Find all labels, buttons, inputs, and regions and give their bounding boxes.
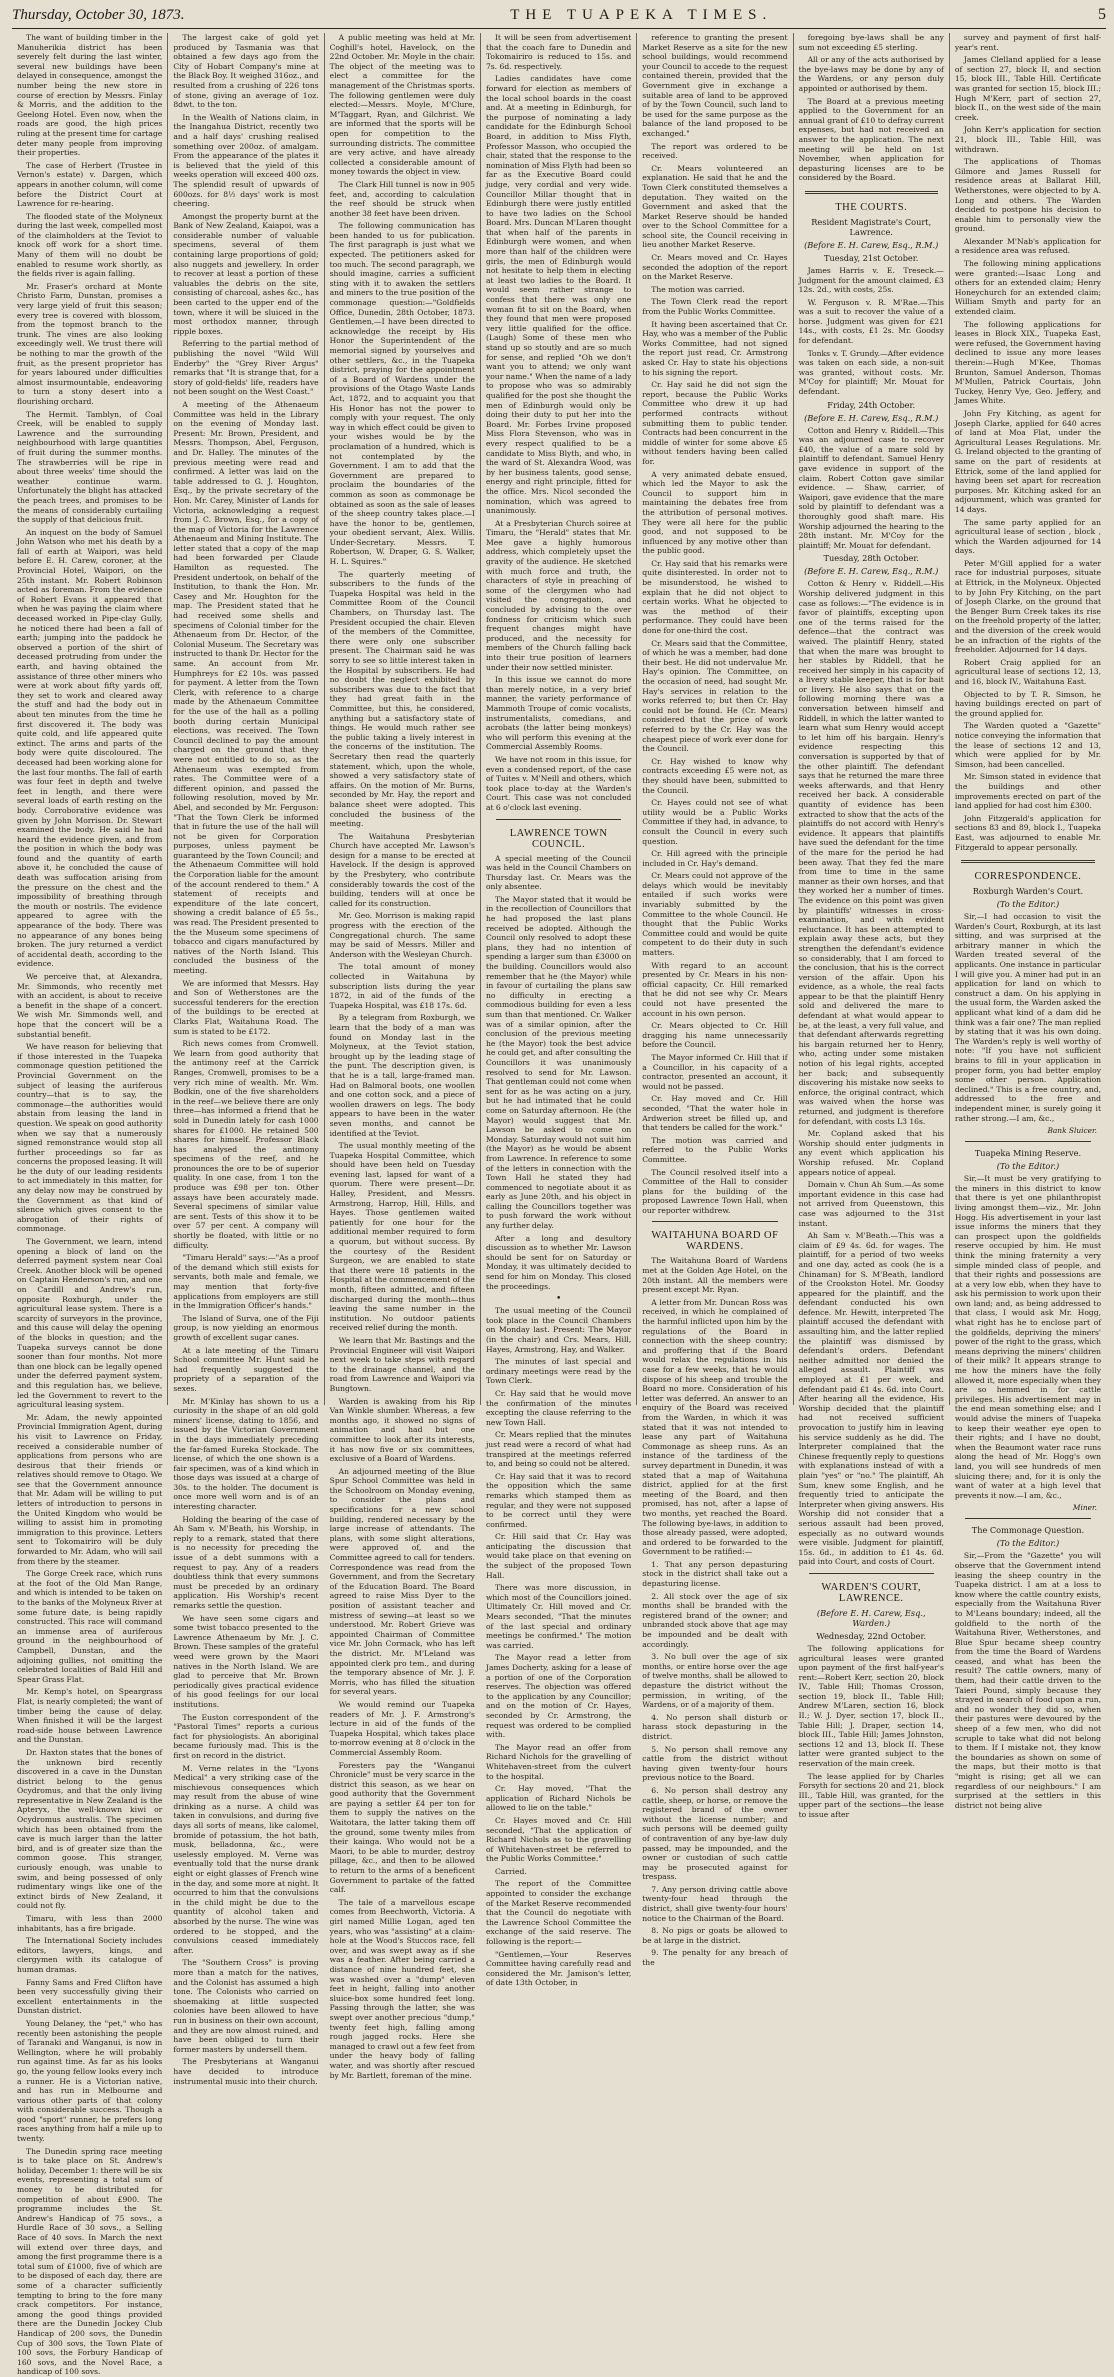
article-paragraph: The Gorge Creek race, which runs at the foot of the Old Man Range, and which is intended to be taken on to the banks of the Molyneux River at some future date, is being rapidly constructed. This race will command an immense area of auriferous ground in the neighbourhood of Campbell, Dunstan, and the adjoining gullies, not omitting the celebrated localities of Bald Hill and Spear Grass Flat. <box>17 1569 163 1684</box>
article-paragraph: Cr. Mears replied that the minutes just read were a record of what had transpired at the meetings referred to, and being so could not be altered. <box>485 1430 632 1469</box>
article-paragraph: Cr. Hay said that he would move the confirmation of the minutes excepting the clause referring to the new Town Hall. <box>485 1388 632 1427</box>
article-paragraph: The Town Clerk read the report from the Public Works Committee. <box>642 297 788 317</box>
section-heading: LAWRENCE TOWN COUNCIL. <box>509 827 608 850</box>
letter-title: The Commonage Question. <box>971 1525 1085 1536</box>
article-paragraph: The Mayor stated that it would be in the recollection of Councillors that he had proposed the last plans received be adopted. Although the Council only resolved to adopt these plans, they had no intention of spending a larger sum than £3000 on the building. Councillors would also remember that he (the Mayor) while in favour of curtailing the plans saw no difficulty in erecting a commodious building for even a less sum than that mentioned. Cr. Walker was of a similar opinion, after the conclusion of the previous meeting he (the Mayor) took the best advice he could get, and after consulting the Councillors it was unanimously resolved to send for Mr. Lawson. That gentleman could not come when sent for as he was acting on a jury, but he had intimated that he could come on Saturday afternoon. He (the Mayor) would suggest that Mr. Lawson be asked to come on Monday. Saturday would not suit him (the Mayor) as he would be absent from Lawrence. In reference to some of the letters in connection with the Town Hall he stated they had commenced to negotiate about it as early as June 20th, and his object in calling the Councillors together was to push forward the work without any further delay. <box>485 894 632 1231</box>
column-3 <box>325 33 481 2080</box>
article-paragraph: The largest cake of gold yet produced by Tasmania was that obtained a few days ago from the City of Hobart Company's mine at the Black Boy. It weighed 316oz., and resulted from a crushing of 226 tons of stone, giving an average of 1oz. 8dwt. to the ton. <box>173 33 319 110</box>
article-paragraph: We have not room in this issue, for even a condensed report, of the case of Tuites v. M'Neill and others, which took place to-day at the Warden's Court. This case was not concluded at 6 o'clock last evening. <box>485 754 632 812</box>
columns <box>12 33 1106 2377</box>
article-paragraph: Sir,—From the "Gazette" you will observe that the Government intend leasing the sheep country in the Tuapeka district. I am at a loss to know where the cattle country exists, especially from the Waitahuna River to M'Leans boundary; indeed, all the goldfield to the north of the Waitahuna River, Wetherstones, and Blue Spur became sheep country from the time the Board of Wardens ceased, and what has been the result? The cattle owners, many of them, had their cattle driven to the Taieri Pound, simply because they strayed in search of food upon a run, and no wonder they did so, when their pastures were devoured by the sheep of a few men, who did not scruple to take what did not belong to them. If I mistake not, they know the boundaries as shown on some of the maps, but their motto is that "might is rising; get all we can regardless of our neighbours." I am surprised at the settlers in this district not being alive <box>954 1551 1102 1810</box>
column-4 <box>481 33 637 1988</box>
article-paragraph: Mr. Kemp's hotel, on Speargrass Flat, is nearly completed; the want of timber being the cause of delay. When finished it will be the largest road-side house between Lawrence and the Dunstan. <box>17 1687 163 1745</box>
article-paragraph: survey and payment of first half-year's rent. <box>954 33 1102 52</box>
article-paragraph: Fanny Sams and Fred Clifton have been very successfully giving their excellent entertainments in the Dunstan district. <box>17 1977 163 2016</box>
article-paragraph: The Waitahuna Board of Wardens met at the Golden Age Hotel, on the 20th instant. All the members were present except Mr. Ryan. <box>642 1256 788 1295</box>
article-paragraph: Objected to by T. R. Simson, he having buildings erected on part of the ground applied for. <box>954 689 1102 718</box>
letter-addressee: (To the Editor.) <box>996 1161 1060 1172</box>
article-paragraph: The Dunedin spring race meeting is to take place on St. Andrew's holiday, December 1: there will be six events, representing a total sum of money to be distributed for competition of about £900. The programme includes the St. Andrew's Handicap of 75 sovs., a Hurdle Race of 30 sovs., a Selling Race of 40 sovs. In March the next will extend over three days, and among the first programme there is a total sum of £1000, five of which are to be disposed of each day, there are some of a character sufficiently tempting to bring to the fore many crack competitors. For instance, among the good things provided there are the Dunedin Jockey Club Handicap of 200 sovs, the Dunedin Cup of 300 sovs, the Town Plate of 100 sovs, the Forbury Handicap of 160 sovs, and the Novel Race, a handicap of 100 sovs. <box>17 2146 163 2377</box>
article-paragraph: The flooded state of the Molyneux during the last week, compelled most of the claimholders at the Teviot to knock off work for a short time. Many of them will no doubt be enabled to resume work shortly, as the fields river is again falling. <box>17 211 163 279</box>
letter-title: Tuapeka Mining Reserve. <box>974 1148 1082 1159</box>
article-paragraph: A letter from Mr. Duncan Ross was received, in which he complained of the harmful inflicted upon him by the regulations of the Board in connection with the sheep country; and proffering that if the Board would relax the regulations in his case for a few weeks, that he would dispose of his sheep and trouble the Board no more. Consideration of his letter was deferred. An answer to an enquiry of the Board was received from the Warden, in which it was stated that it was not intended to lease any part of Waitahuna Commonage as sheep runs. As an instance of the tardiness of the survey department in Dunedin, it was stated that a map of Waitahuna district, applied for at the first meeting of the Board, and then promised, has not, after a lapse of two months, yet reached the Board. The following bye-laws, in addition to those already passed, were adopted, and ordered to be forwarded to the Government to be ratified:— <box>642 1297 788 1557</box>
correspondence-heading: CORRESPONDENCE. <box>974 871 1082 883</box>
article-paragraph: 4. No person shall disturb or harass stock depasturing in the district. <box>642 1712 788 1741</box>
article-paragraph: All or any of the acts authorised by the bye-laws may be done by any of the Wardens, or any person duly appointed or authorised by them. <box>798 55 944 93</box>
article-paragraph: The Government, we learn, intend opening a block of land on the deferred payment system near Coal Creek. Another block will be opened on Captain Henderson's run, and one on Cardill and Andrew's run, opposite Roxburgh, under the agricultural lease system. There is a scarcity of surveyors in the province, and this cause will delay the opening of the blocks in question; and the Tuapeka surveys cannot be done sooner than four months. Not more than one block can be legally opened under the deferred payment system, and this regulation has, we believe, led the Government to revert to the agricultural leasing system. <box>17 1237 163 1410</box>
article-paragraph: Cr. Hay moved, "That the application of Richard Nichols be allowed to lie on the table." <box>485 1784 632 1813</box>
article-paragraph: Mr. M'Kinlay has shown to us a curiosity in the shape of an old gold miners' license, dating to 1856, and issued by the Victorian Government in the days immediately preceding the far-famed Eureka Stockade. The license, of which the one shown is a fair specimen, was of a kind which in those days was issued at a charge of 30s. to the holder. The document is once more well worn and is of an interesting character. <box>173 1396 319 1512</box>
article-paragraph: Rich news comes from Cromwell. We learn from good authority that the antimony reef at the Carrick Ranges, Cromwell, promises to be a very rich mine of wealth. Mr. Wm. Bodkin, one of the five shareholders in the reef—we believe there are only three—has informed a friend that he sold in Dunedin lately for cash 1000 shares for £1000. He retained 500 shares for himself. Professor Black has analysed the antimony specimens of the reef, and he pronounces the ore to be of superior quality. In one case, from 1 ton the produce was £98 per ton. Other assays have been accurately made. Several specimens of similar value are sent. Tests of this show it to be over 57 per cent. A company will shortly be floated, with little or no difficulty. <box>173 1039 319 1250</box>
article-paragraph: W. Ferguson v. R. M'Rae.—This was a suit to recover the value of a horse. Judgment was given for £21 14s., with costs, £1 2s. Mr. Goodsy for defendant. <box>798 297 944 346</box>
article-paragraph: The tale of a marvellous escape comes from Beechworth, Victoria. A girl named Millie Logan, aged ten years, who was "assisting" at a claim-hole at the Wood's Stuccos race, fell over, and was swept away as if she was a feather. After being carried a distance of nine hundred feet, she was washed over a "dump" eleven feet in height, falling into another sluice-box some hundred feet long. Passing through the latter, she was swept over another precious "dump," twenty feet high, falling among rough jagged rocks. Here she managed to crawl out a few feet from under the heavy body of falling water, and was shortly after rescued by Mr. Bartlett, foreman of the mine. <box>329 1897 475 2080</box>
article-paragraph: Cr. Hayes moved and Cr. Hill seconded, "That the application of Richard Nichols as to the gravelling of Whitehaven-street be referred to the Public Works Committee." <box>485 1815 632 1864</box>
article-paragraph: foregoing bye-laws shall be any sum not exceeding £5 sterling. <box>798 33 944 52</box>
article-paragraph: Cr. Hill said that Cr. Hay was anticipating the discussion that would take place on that evening on the subject of the proposed Town Hall. <box>485 1532 632 1580</box>
article-paragraph: A public meeting was held at Mr. Coghill's hotel, Havelock, on the 22nd October. Mr. Moyle in the chair. The object of the meeting was to elect a committee for the management of the Christmas sports. The following gentlemen were duly elected:—Messrs. Moyle, M'Clure, M'Taggart, Ryan, and Gilchrist. We are informed that the sports will be open for competition to the surrounding districts. The committee are very active, and have already collected a considerable amount of money towards the object in view. <box>329 33 475 177</box>
article-paragraph: Sir,—I had occasion to visit the Warden's Court, Roxburgh, at its last sitting, and was surprised at the arbitrary manner in which the Warden treated several of the applicants. One instance in particular I will give you. A miner had put in an application for land on which to construct a dam. On his applying in the usual form, the Warden asked the applicant what kind of a dam did he think was a fair one? The man replied by stating that it was his own doing. The Warden's reply is well worthy of note: "If you have not sufficient brains to fill in your application in proper form, you had better employ some other person. Application declined." This is a free country, and, addressed to the free and independent miner, is surely going it rather strong.—I am, &c., <box>954 912 1102 1123</box>
article-paragraph: A special meeting of the Council was held in the Council Chambers on Thursday last. Cr. Mears was the only absentee. <box>485 853 632 892</box>
article-paragraph: The motion was carried and referred to the Public Works Committee. <box>642 1135 788 1164</box>
article-paragraph: 5. No person shall remove any cattle from the district without having given twenty-four hours previous notice to the Board. <box>642 1744 788 1783</box>
article-paragraph: The motion was carried. <box>651 284 745 294</box>
article-paragraph: Peter M'Gill applied for a water race for industrial purposes, situate at Ettrick, in the Molyneux. Objected to by John Fry Kitching, on the part of Joseph Clarke, on the ground that the Benger Burn Creek takes its rise on the freehold property of the latter, and the diversion of the creek would be an infraction of the rights of the freeholder. Adjourned for 14 days. <box>954 558 1102 655</box>
article-paragraph: Young Delaney, the "pet," who has recently been astonishing the people of Taranaki and Wanganui, is now in Wellington, where he will probably run against time. As far as his looks go, the young fellow looks every inch a runner. He is a Victorian native, and has run in Melbourne and various other parts of that colony with considerable success. Though a good "sport" runner, he prefers long races anything from half a mile up to twenty. <box>17 2018 163 2144</box>
article-paragraph: Cr. Hay wished to know why contracts exceeding £5 were not, as they should have been, submitted to the Council. <box>642 756 788 795</box>
article-paragraph: In this issue we cannot do more than merely notice, in a very brief manner, the variety performance of Mammoth Troupe of comic vocalists, instrumentalists, comedians, and acrobats (the latter being monkeys) who will perform this evening at the Commercial Assembly Rooms. <box>485 675 632 752</box>
article-paragraph: 1. That any person depasturing stock in the district shall take out a depasturing license. <box>642 1559 788 1589</box>
article-paragraph: Cr. Mears could not approve of the delays which would be inevitably entailed if such works were invariably submitted by the Committee to the whole Council. He thought that the Public Works Committee could and would be quite competent to do their duty in such matters. <box>642 871 788 958</box>
article-paragraph: We have reason for believing that if those interested in the Tuapeka commonage question petitioned the Provincial Government on the subject of leasing the auriferous country—that is to say, the commonage—the authorities would abstain from leasing the land in question. We speak on good authority when we say that a numerously signed remonstrance would stop all further proceedings so far as concerns the proposed leasing. It will be the duty of our leading residents to act immediately in this matter, for any delay now may be construed by the Government as that kind of silence which gives consent to the abrogation of their rights of commonage. <box>17 1042 163 1234</box>
column-2 <box>168 33 324 2086</box>
court-judge: (Before E. H. Carew, Esq., R.M.) <box>804 239 939 250</box>
article-paragraph: The usual meeting of the Council took place in the Council Chambers on Monday last. Present: The Mayor (in the chair) and Crs. Mears, Hill, Hayes, Armstrong, Hay, and Walker. <box>485 1306 632 1354</box>
article-paragraph: With regard to an account presented by Cr. Mears in his non-official capacity, Cr. Hill remarked that he did not see why Cr. Mears could not have presented the account in his own person. <box>642 960 788 1018</box>
article-paragraph: Cr. Mears moved and Cr. Hayes seconded the adoption of the report on the Market Reserve. <box>642 253 788 282</box>
newspaper-title: THE TUAPEKA TIMES. <box>510 7 773 23</box>
article-paragraph: The Mayor informed Cr. Hill that if a Councillor, in his capacity of a contractor, presented an account, it would not be passed. <box>642 1052 788 1091</box>
article-paragraph: The Warden quoted a "Gazette" notice conveying the information that the lease of sections 12 and 13, which were applied for by Mr. Simson, had been cancelled. <box>954 721 1102 769</box>
section-rule <box>965 1518 1091 1519</box>
article-paragraph: Mr. Simson stated in evidence that the buildings and other improvements erected on part of the land applied for had cost him £300. <box>954 772 1102 811</box>
letter-addressee: (To the Editor.) <box>996 899 1060 910</box>
article-paragraph: Cr. Hayes could not see of what utility would be a Public Works Committee if they had, in advance, to consult the Council in every such question. <box>642 798 788 846</box>
court-date: Wednesday, 22nd October. <box>816 1630 927 1641</box>
column-6 <box>794 33 950 1819</box>
letter-signature: Bank Sluicer. <box>1047 1126 1098 1136</box>
article-paragraph: Warden is awaking from his Rip Van Winkle slumber. Whereas, a few months ago, it showed no signs of animation and had but one committee to look after its interests, it has now five or six committees, exclusive of a Board of Wardens. <box>329 1396 475 1464</box>
article-paragraph: At a late meeting of the Timaru School committee Mr. Hunt said he had frequently suggested the propriety of a separation of the sexes. <box>173 1345 319 1393</box>
court-title: WARDEN'S COURT, LAWRENCE. <box>821 1581 921 1604</box>
article-paragraph: Mr. Fraser's orchard at Monte Christo Farm, Dunstan, promises a very large yield of fruit this season; every tree is covered with blossom, from the topmost branch to the trunk. The vines are also looking exceedingly well. We trust there will be nothing to mar the growth of the fruit, as the present proprietor has for years laboured under difficulties almost insurmountable, endeavoring to turn a stony desert into a flourishing orchard. <box>17 281 163 406</box>
article-paragraph: An inquest on the body of Samuel John Watson who met his death by a fall of earth at Waipori, was held before E. H. Carew, coroner, at the Provincial Hotel, Waipori, on the 25th instant. Mr. Robert Robinson acted as foreman. From the evidence of Robert Evans it appeared that when he was paying the claim where deceased worked in Pipe-clay Gully, he noticed there had been a fall of earth; jumping into the paddock he observed a portion of the shirt of deceased protruding from under the earth, and having obtained the assistance of three other miners who were at work about fifty yards off, they set to work and cleared away the stuff and had the body out in about ten minutes from the time he first discovered it. The body was quite cold, and life appeared quite extinct. The arms and parts of the body were quite discoloured. The deceased had been working alone for the last four months. The fall of earth was four feet in depth and twelve feet in length, and there were several loads of earth resting on the body. Corroborative evidence was given by John Morrison. Dr. Stewart examined the body. He said he had heard the evidence given, and from the position in which the body was found and the quantity of earth above it, he concluded the cause of death was suffocation arising from the pressure on the chest and the impossibility of breathing through the mouth or nostrils. The evidence appeared to agree with the appearance of the body. There was no appearance of any bones being broken. The jury returned a verdict of accidental death, according to the evidence. <box>17 527 163 969</box>
article-paragraph: It will be seen from advertisement that the coach fare to Dunedin and Tokomairiro is reduced to 15s. and 7s. 6d. respectively. <box>485 33 632 71</box>
article-paragraph: Cr. Hay said that his remarks were quite disinterested. In order not to be misunderstood, he wished to explain that he did not object to certain works. What he objected to was the method of their performance. They could have been done for one-third the cost. <box>642 558 788 636</box>
article-paragraph: Cr. Hill agreed with the principle included in Cr. Hay's demand. <box>642 849 788 868</box>
article-paragraph: The minutes of last special and ordinary meetings were read by the Town Clerk. <box>485 1357 632 1386</box>
column-5 <box>637 33 793 1968</box>
article-paragraph: The quarterly meeting of subscribers to the funds of the Tuapeka Hospital was held in the Committee Room of the Council Chambers, on Thursday last. The President occupied the chair. Eleven of the members of the Committee, there were only one subscriber present. The Chairman said he was sorry to see so little interest taken in the Hospital by subscribers. He had no doubt the neglect exhibited by subscribers was due to the fact that they had great faith in the Committee, but this, he considered, anything but a satisfactory state of things. He would much rather see the public taking a lively interest in the concerns of the institution. The Secretary then read the quarterly statement, which, upon the whole, showed a very satisfactory state of affairs. On the motion of Mr. Burns, seconded by Mr. Hay, the report and balance sheet were adopted. This concluded the business of the meeting. <box>329 569 475 829</box>
court-judge: (Before E. H. Carew, Esq., R.M.) <box>804 412 939 423</box>
article-paragraph: M. Verne relates in the "Lyons Medical" a very striking case of the mischievous consequences which may result from the abuse of wine drinking as a nurse. A child was taken in convulsions, and during five days all sorts of means, like calomel, bromide of potassium, the hot bath, musk, belladonna, &c., were uselessly employed. M. Verne was eventually told that the nurse drank eight or eight glasses of French wine in the day, and some more at night. It occurred to him that the convulsions in the child might be due to the quantity of alcohol taken and absorbed by the nurse. The wine was ordered to be stopped, and the convulsions ceased immediately after. <box>173 1763 319 1955</box>
article-paragraph: The usual monthly meeting of the Tuapeka Hospital Committee, which should have been held on Tuesday evening last, lapsed for want of a quorum. There were present—Dr. Halley, President, and Messrs. Armstrong, Harrop, Hill, Hills, and Hayes. Those gentlemen waited patiently for one hour for the additional member required to form a quorum, but without success. By the courtesy of the Resident Surgeon, we are enabled to state that there were 18 patients in the Hospital at the commencement of the month, fifteen admitted, and fifteen discharged during the month—thus leaving the same number in the institution. No outdoor patients received relief during the month. <box>329 1141 475 1333</box>
letter-signature: Miner. <box>1072 1503 1098 1513</box>
article-paragraph: Domain v. Chun Ah Sum.—As some important evidence in this case had not arrived from Queenstown, this case was adjourned to the 31st instant. <box>798 1180 944 1228</box>
article-paragraph: Ladies candidates have come forward for election as members of the local school boards in the coast and. At a meeting in Edinburgh, for the purpose of nominating a lady candidate for the Edinburgh School Board, in addition to Miss Flyth, Professor Masson, who occupied the chair, stated that the response to the nomination of Miss Flyth had been so far as the Executive Board could judge, very cordial and very wide. Councillor Millar thought that in Edinburgh there were justly entitled to have two ladies on the School Board. Mrs. Duncan M'Laren thought that when half of the parents in Edinburgh were women, and when more than half of the children were girls, the men of Edinburgh would not hesitate to help them in electing at least two ladies to the Board. It would seem rather strange to confess that there was only one woman fit to sit on the Board, when they found that men were proposed very little qualified for the office. (Laugh) Some of these men who stand up so stoutly and are so much for sense, and replied "Oh we don't want you to attend; we only want your name." When the name of a lady to propose who was so admirably qualified for the post she thought the men of Edinburgh would only be doing their duty to put her into the Board. Mr. Forbes Irvine proposed Miss Flora Stevenson, who was in every respect qualified to be a candidate to Miss Blyth, and who, in the ward of St. Alexandra Wood, was by her business talents, good sense, energy and right principle, fitted for the office. Mrs. Nicol seconded the nomination, which was agreed to unanimously. <box>485 74 632 516</box>
court-title: Resident Magistrate's Court, Lawrence. <box>811 216 932 237</box>
article-paragraph: The report was ordered to be received. <box>642 141 788 161</box>
article-paragraph: We are informed that Messrs. Hay and Son of Wetherstones are the successful tenderers for the erection of the buildings to be erected at Clarks Flat, Waitahuna Road. The sum is stated to be £172. <box>173 978 319 1036</box>
article-paragraph: Dr. Haxton states that the bones of the unknown bird recently discovered in a cave in the Dunstan district belong to the genus Ocydromus, and that the only living representative in New Zealand is the Apteryx, the well-known kiwi or Ocydromus australis. The specimen which has been obtained from the cave is much larger than the latter bird, and is of greater size than the common goose. This stranger, curiously enough, was unable to swim, and being possessed of only rudimentary wings like one of the extinct birds of New Zealand, it could not fly. <box>17 1747 163 1911</box>
article-paragraph: The Mayor read an offer from Richard Nichols for the gravelling of Whitehaven-street from the culvert to the hospital. <box>485 1742 632 1781</box>
courts-heading: THE COURTS. <box>835 201 908 213</box>
article-paragraph: The Council resolved itself into a Committee of the Hall to consider plans for the building of the proposed Lawrence Town Hall, when our reporter withdrew. <box>642 1167 788 1215</box>
article-paragraph: 7. Any person driving cattle above twenty-four head through the district, shall give twenty-four hours' notice to the Chairman of the Board. <box>642 1884 788 1923</box>
article-paragraph: The Board at a previous meeting applied to the Government for an annual grant of £10 to defray current expenses, but had not received an answer to the application. The next meeting will be held on 1st November, when application for depasturing licenses are to be considered by the Board. <box>798 96 944 183</box>
section-heading: WAITAHUNA BOARD OF WARDENS. <box>651 1230 779 1253</box>
court-date: Friday, 24th October. <box>827 399 916 410</box>
letter-title: Roxburgh Warden's Court. <box>972 886 1084 897</box>
article-paragraph: 2. All stock over the age of six months shall be branded with the registered brand of the owner; and unbranded stock above that age may be impounded and be dealt with accordingly. <box>642 1591 788 1649</box>
article-paragraph: We would remind our Tuapeka readers of Mr. J. F. Armstrong's lecture in aid of the funds of the Tuapeka Hospital, which takes place to-morrow evening at 8 o'clock in the Commercial Assembly Room. <box>329 1699 475 1757</box>
court-judge: (Before E. H. Carew, Esq., R.M.) <box>804 566 939 577</box>
article-paragraph: Timaru, with less than 2000 inhabitants, has a fire brigade. <box>17 1914 163 1933</box>
article-paragraph: Referring to the partial method of publishing the novel "Wild Will Enderby" the "Grey River Argus" remarks that "It is strange that, for a story of gold-fields' life, readers have not been sought on the West Coast." <box>173 339 319 397</box>
section-rule <box>496 819 621 820</box>
section-rule <box>652 1221 777 1222</box>
article-paragraph: The International Society includes editors, lawyers, kings, and clergymen with its catalogue of human dramas. <box>17 1936 163 1974</box>
article-paragraph: "Timaru Herald" says:—"As a proof of the demand which still exists for servants, both male and female, we may mention that forty-five applications from employers are still in the Immigration Officer's hands." <box>173 1253 319 1311</box>
article-paragraph: John Kerr's application for section 21, block III., Table Hill, was withdrawn. <box>954 125 1102 154</box>
masthead <box>12 6 1106 29</box>
court-judge: (Before E. H. Carew, Esq., Warden.) <box>816 1607 926 1628</box>
article-paragraph: A very animated debate ensued, which led the Mayor to ask the Council to support him in maintaining the debates free from the attribution of personal motives. They were all here for the public good, and not supposed to be influenced by any motive other than the public good. <box>642 469 788 556</box>
article-paragraph: The case of Herbert (Trustee in Vernon's estate) v. Dargen, which appears in another column, will come before the District Court at Lawrence for re-hearing. <box>17 160 163 209</box>
article-paragraph: By a telegram from Roxburgh, we learn that the body of a man was found on Monday last in the Molyneux, at the Teviot station, brought up by the leading stage of the punt. The description given, is that he is a tall, large-framed man. Had on Balmoral boots, one woollen and one cotton sock, and a piece of woollen drawers on legs. The body appears to have been in the water seven months, and cannot be identified at the Teviot. <box>329 1013 475 1138</box>
article-paragraph: The following communication has been handed to us for publication. The first paragraph is just what we expected. The petitioners asked for too much. The second paragraph, we should imagine, carries a sufficient sting with it to awaken the settlers and miners to the true position of the commonage question:—"Goldfields Office, Dunedin, 28th October, 1873. Gentlemen,—I have been directed to acknowledge the receipt by His Honor the Superintendent of the memorial signed by yourselves and other settlers, &c., in the Tuapeka district, praying for the appointment of a Board of Wardens under the provisions of the Otago Waste Lands Act, 1872, and to acquaint you that His Honor has not the power to comply with your request. The only way in which effect could be given to your wishes would be by the proclamation of a hundred, which is not contemplated by the Government. I am to add that the Government are prepared to proclaim the boundaries of the common as soon as commonage be obtained as soon as the sale of leases of the sheep country takes place.—I have the honor to be, gentlemen, your obedient servant, Alex. Willis. Under-Secretary. Messrs. T. Robertson, W. Draper, G. S. Walker, H. L. Squires." <box>329 221 475 567</box>
article-paragraph: The same party applied for an agricultural lease of section , block , which the Warden adjourned for 14 days. <box>954 517 1102 556</box>
article-paragraph: We perceive that, at Alexandra, Mr. Simmonds, who recently met with an accident, is about to receive a benefit in the shape of a concert. We wish Mr. Simmonds well, and hope that the concert will be a substantial benefit. <box>17 972 163 1039</box>
article-paragraph: The following applications for leases in Block XIX., Tuapeka East, were refused, the Government having declined to issue any more leases therein:—Hugh M'Kee, Thomas Brunton, Samuel Anderson, Thomas M'Mullen, Patrick Courtais, John Tuckey, Henry Vye, Geo. Jeffery, and James White. <box>954 319 1102 406</box>
article-paragraph: Amongst the property burnt at the Bank of New Zealand, Kaiapoi, was a considerable number of valuable specimens, several of them containing large proportions of gold; also nuggets and jewellery. In order to recover at least a portion of these valuables the debris on the site, consisting of charcoal, ashes &c., has been carted to the upper end of the town, where it will be sluiced in the most orthodox manner, through ripple boxes. <box>173 211 319 336</box>
article-paragraph: In the Wealth of Nations claim, in the Inangahua District, recently two and a half days' crushing realised something over 200oz. of amalgam. From the appearance of the plates it is believed that the yield of this weeks operation will exceed 400 ozs. The splendid result of upwards of 600ozs. for 8½ days' work is most cheering. <box>173 112 319 209</box>
letter-addressee: (To the Editor.) <box>996 1538 1060 1549</box>
article-paragraph: We learn that Mr. Bastings and the Provincial Engineer will visit Waipori next week to take steps with regard to the drainage channel, and the road from Lawrence and Waipori via Bungtown. <box>329 1335 475 1393</box>
article-paragraph: An adjourned meeting of the Blue Spur School Committee was held in the Schoolroom on Monday evening, to consider the plans and specifications for a new school building, rendered necessary by the large increase of attendants. The plans, with some slight alterations, were approved of, and the Committee agreed to call for tenders. Correspondence was read from the Government, and from the Secretary of the Education Board. The Board agreed to raise Miss Dyer to the position of assistant teacher and mistress of sewing—at least so we understood. Mr. Robert Grieve was appointed Chairman of Committee vice Mr. John Cormack, who has left the district. Mr. M'Leland was appointed clerk pro tem., and during the temporary absence of Mr. J. F. Morris, who has filled the situation for several years. <box>329 1466 475 1697</box>
article-paragraph: reference to granting the present Market Reserve as a site for the new school buildings, would recommend your Council to accede to the request contained therein, provided that the Government give in exchange a suitable area of land to be approved of by the Town Council, such land to be used for the same purpose as the balance of the land proposed to be exchanged." <box>642 33 788 138</box>
article-paragraph: The following applications for agricultural leases were granted upon payment of the first half-year's rent:—Robert Kerr, section 20, block IV., Table Hill; Thomas Crosson, section 19, block II., Table Hill; Andrew M'Laren, section 16, block II.; W. J. Dyer, section 17, block II., Table Hill; J. Draper, section 14, block III., Table Hill; James Johnston, sections 12 and 13, block II. These latter were granted subject to the reservation of the main creek. <box>798 1643 944 1769</box>
article-paragraph: Mr. Geo. Morrison is making rapid progress with the erection of the Congregational church. The same may be said of Messrs. Miller and Anderson with the Wesleyan Church. <box>329 911 475 959</box>
article-paragraph: The "Southern Cross" is proving more than a match for the natives, and the Colonist has assumed a high tone. The Colonists who carried on shoemaking at little suspected colonies have been allowed to have run in business on their own account, and they are now almost ruined, and have been obliged to turn their former masters by undersell them. <box>173 1958 319 2054</box>
article-paragraph: The Presbyterians at Wanganui have decided to introduce instrumental music into their church. <box>173 2057 319 2086</box>
article-paragraph: The Hermit. Tamblyn, of Coal Creek, will be enabled to supply Lawrence and the surrounding neighbourhood with large quantities of fruit during the summer months. The strawberries will be ripe in about three weeks' time should the weather continue warm. Unfortunately the blight has attacked the peach trees, and promises to be the means of considerably curtailing the supply of that delicious fruit. <box>17 409 163 525</box>
article-paragraph: Cr. Mears said that the Committee, of which he was a member, had done their best. He did not undervalue Mr. Hay's opinion. The Committee, on the occasion of need, had sought Mr. Hay's services in relation to the works referred to; but then Cr. Hay could not be found. He (Cr. Mears) considered that the price of work referred to by the Cr. Hay was the cheapest piece of work ever done for the Council. <box>642 638 788 754</box>
article-paragraph: 8. No pigs or goats be allowed to be at large in the district. <box>642 1926 788 1945</box>
article-paragraph: The Euston correspondent of the "Pastoral Times" reports a curious fact for physiologists. An aboriginal became furiously mad. This is the first on record in the district. <box>173 1712 319 1760</box>
court-date: Tuesday, 28th October. <box>823 553 919 564</box>
section-rule <box>961 860 1095 863</box>
article-paragraph: Tonks v. T. Grundy.—After evidence was taken on each side, a non-suit was granted, without costs. Mr. M'Coy for plaintiff; Mr. Mouat for defendant. <box>798 348 944 397</box>
article-paragraph: John Fitzgerald's application for sections 83 and 89, block I., Tuapeka East, was adjourned to enable Mr. Fitzgerald to appear personally. <box>954 813 1102 852</box>
article-paragraph: Carried. <box>494 1866 527 1876</box>
article-paragraph: The total amount of money collected in Waitahuna by subscription lists during the year 1872, in aid of the funds of the Tuapeka Hospital, was £18 17s. 6d. <box>329 962 475 1010</box>
article-paragraph: Foresters pay the "Wanganui Chronicle" must be very scarce in the district this season, as we hear on good authority that the Government are paying a settler £4 per ton for them to supply the natives on the Waitotara, the latter taking them off the ground, some twenty miles from their kainga. Who would not be a Maori, to be able to murder, destroy pillage, &c., and then to be allowed to return to the arms of a beneficent Government to partake of the fatted calf. <box>329 1760 475 1895</box>
article-paragraph: The want of building timber in the Manuherikia district has been severely felt during the last winter, several new buildings have been delayed in consequence, amongst the number being the new store in course of erection by Messrs. Finlay & Morris, and the addition to the Geelong Hotel. Even now, when the roads are good, the high prices ruling at the present time for cartage deter many people from improving their properties. <box>17 33 163 158</box>
article-paragraph: Cr. Hay said that it was to record the opposition which the same remarks which stamped them as regular, and they were not supposed to be correct until they were confirmed. <box>485 1471 632 1529</box>
article-paragraph: Mr. Copland asked that his Worship should enter judgments in any event which application his Worship refused. Mr. Copland appears notice of appeal. <box>798 1129 944 1177</box>
article-paragraph: The following mining applications were granted:—Isaac Long and others for an extended claim; Henry Honeychurch for an extended claim; William Smyth and party for an extended claim. <box>954 259 1102 317</box>
article-paragraph: Cotton & Henry v. Riddell.—His Worship delivered judgment in this case as follows:—"The evidence is in favor of plaintiffs, excepting upon one of the terms raised for the defence—that the contract was waived. The plaintiff Henry, stated that when the mare was brought to her stables by Riddell, that he received her simply in his capacity of a livery stable keeper, that is for bait or livery. He also says that on the following morning there was a conversation between himself and Riddell, in which the latter wanted to learn what sum Henry would accept to let him off his bargain. Henry's evidence respecting this conversation is supported by that of the other plaintiff. The defendant says that he returned the mare three weeks afterwards, and that Henry received her back. A considerable quantity of evidence has been extracted to show that the acts of the plaintiffs do not accord with Henry's evidence. It appears that plaintiffs have sued the defendant for the time of the mare for the period he had been away. That they fed the mare from time to time in the same manner as their own horses, and that they worked her a number of times. The evidence on this point was given by plaintiffs' witnesses in cross-examination, and with evident reluctance. It has been attempted to explain away these acts, but they strengthen the defendant's evidence so considerably, that I am forced to the conclusion, that his is the correct version of the affair. Upon his evidence, as a whole, the real facts appear to be that the plaintiff Henry sold and delivered the mare to defendant at what would appear to be, at the least, a very full value, and that defendant afterwards regretting his bargain returned her to Henry, who, acting under some mistaken notion of his legal rights, accepted her back; and subsequently discovering his mistake now seeks to enforce, the original contract, which was waived when the horse was returned, and judgment is therefore for defendant, with costs L3 16s. <box>798 579 944 1126</box>
article-paragraph: Robert Craig applied for an agricultural lease of sections 12, 13, and 16, block IV., Waitahuna East. <box>954 657 1102 686</box>
article-paragraph: Cr. Hay moved and Cr. Hill seconded, "That the water hole in Ardwerion street be filled up, and that tenders be called for the work." <box>642 1094 788 1133</box>
article-paragraph: Holding the bearing of the case of Ah Sam v. M'Beath, his Worship, in reply to a remark, stated that there is no necessity for preceding the issue of a debt summons with a request to pay. Any of a readers doubtless think that every summons must be preceded by an ordinary application. His Worship's recent remarks settle the question. <box>173 1514 319 1610</box>
article-paragraph: James Harris v. E. Treseck.—Judgment for the amount claimed, £3 12s. 2d., with costs, 25s. <box>798 265 944 295</box>
article-paragraph: 9. The penalty for any breach of the <box>642 1948 788 1968</box>
article-paragraph: Mr. Adam, the newly appointed Provincial Immigration Agent, during his visit to Lawrence on Friday, received a considerable number of applications from persons who are desirous that their friends or relatives should remove to Otago. We see that the Government announce that Mr. Adam will be willing to put letters of introduction to persons in the United Kingdom who would be willing to assist him in promoting immigration to this province. Letters sent to Tokomairiro will be duly forwarded to Mr. Adam, who will sail from there by the steamer. <box>17 1412 163 1566</box>
article-paragraph: The Mayor read a letter from James Docherty, asking for a lease of a portion of one of the Corporation reserves. The objection was offered to the application by any Councillor; and on the motion of Cr. Hayes, seconded by Cr. Armstrong, the request was ordered to be complied with. <box>485 1653 632 1740</box>
article-paragraph: The report of the Committee appointed to consider the exchange of the Market Reserve recommended that the Council do negotiate with the Lawrence School Committee the exchange of the said reserve. The following is the report:— <box>485 1879 632 1947</box>
article-paragraph: Sir,—It must be very gratifying to the miners in this district to know that there is yet one philanthropist living amongst them—viz., Mr. John Hogg. His advertisement in your last issue informs the miners that they can prospect upon the goldfields reserve occupied by him. He must think the mining fraternity a very simple minded class of people, and that their rights and possessions are at a very low ebb, when they have to ask his permission to work upon their own land; and, as being addressed to that class, I would ask Mr. Hogg, what right has he to enclose part of the goldfields, depriving the miners' power of the right to the grass, which means depriving the miners' children of their milk? It appears strange to me how the miners have the folly allowed it, more especially when they are so hemmed in for cattle privileges. His advertisement may in the end mean something else; and I would advise the miners of Tuapeka to keep their weather eye open to their rights; and I have no doubt, when the Beaumont water race runs along the head of Mr. Hogg's own land, you will see hundreds of men sluicing there; and, for it is only the want of water at a high level that prevents it now.—I am, &c., <box>954 1174 1102 1500</box>
article-paragraph: We have seen some cigars and some twist tobacco presented to the Lawrence Athenaeum by Mr. J. C. Brown. These samples of the grateful weed were grown by the Maori natives in the North Island. We are glad to perceive that Mr. Brown periodically gives practical evidence of his good feelings for our local institutions. <box>173 1613 319 1709</box>
article-paragraph: Cotton and Henry v. Riddell.—This was an adjourned case to recover £40, the value of a mare sold by plaintiff to defendant. Samuel Henry gave evidence in support of the claim. Robert Cotton gave similar evidence. — Shaw, carrier, of Waipori, gave evidence that the mare sold by plaintiff to defendant was a thoroughly good shaft mare. His Worship adjourned the hearing to the 28th instant. Mr. M'Coy for the plaintiff; Mr. Mouat for defendant. <box>798 425 944 550</box>
article-paragraph: Cr. Hay said he did not sign the report, because the Public Works Committee who drew it up had performed contracts without submitting them to public tender. Contracts had been concurrent in the middle of winter for some above £5 without tenders having been called for. <box>642 380 788 466</box>
article-paragraph: There was more discussion, in which most of the Councillors joined. Ultimately Cr. Hill moved and Cr. Mears seconded, "That the minutes of the last special and ordinary meetings be confirmed." The motion was carried. <box>485 1583 632 1650</box>
article-paragraph: Ah Sam v. M'Beath.—This was a claim of £9 4s. 6d. for wages. The plaintiff, for a period of two weeks and one day, acted as cook (he is a Chinaman) for S. M'Beath, landlord of the Crookston Hotel. Mr. Goodsy appeared for the plaintiff, and the defendant conducted his own defence. Mr. Hewitt, interpreted The plaintiff accused the defendant with assaulting him, and the latter replied the plaintiff was dismissed by defendant's orders. Defendant neither admitted nor denied the alleged assault. Plaintiff was employed at £1 per week, and defendant paid £1 4s. 6d. into Court. After hearing all the evidence, His Worship decided that the plaintiff had not received sufficient provocation to justify him in leaving his service suddenly as he did. The Interpreter complained that the Chinese frequently reply to questions with explanations instead of with a plain "yes" or "no." The plaintiff, Ah Sum, knew some English, and he frequently tried to anticipate the Interpreter when giving answers. His Worship did not consider that a serious assault had been proved, especially as no outward wounds were visible. Judgment for plaintiff, 15s. 6d., in addition to £1 4s. 6d. paid into Court, and costs of Court. <box>798 1231 944 1567</box>
separator-mark: • <box>555 1294 562 1305</box>
article-paragraph: The applications of Thomas Gilmore and James Russell for residence areas at Ballarat Hill, Wetherstones, were objected to by A. Long and others. The Warden decided to postpone his decision to enable him to personally view the ground. <box>954 157 1102 234</box>
article-paragraph: 3. No bull over the age of six months, or entire horse over the age of twelve months, shall be allowed to depasture the district without the permission, in writing, of the Wardens, or of a majority of them. <box>642 1652 788 1710</box>
article-paragraph: The Island of Surva, one of the Fiji group, is now yielding an enormous growth of excellent sugar canes. <box>173 1313 319 1342</box>
article-paragraph: The Waitahuna Presbyterian Church have accepted Mr. Lawson's design for a manse to be erected at Havelock. If the design is approved by the Presbytery, who contribute considerably towards the cost of the building, tenders will at once be called for its construction. <box>329 831 475 908</box>
article-paragraph: At a Presbyterian Church soiree at Timaru, the "Herald" states that Mr. Mee gave a highly humorous address, which completely upset the gravity of the audience. He sketched with much force and truth, the characters of style in preaching of some of the clergymen who had visited the congregation, and concluded by advising to the over fondness for criticism which such frequent changes might have produced, and the necessity for members of the Church falling back into their true position of learners under their now settled minister. <box>485 518 632 672</box>
court-date: Tuesday, 21st October. <box>824 252 919 263</box>
article-paragraph: 6. No person shall destroy any cattle, sheep, or horse, or remove the registered brand of the owner without the license number; and such persons will be deemed guilty of contravention of any bye-law duly passed, may be impounded, and the owner or custodian of such cattle may be prosecuted against for trespass. <box>642 1785 788 1882</box>
article-paragraph: "Gentlemen,—Your Reserves Committee having carefully read and considered the Mr. Jamison's letter, of date 13th October, in <box>485 1949 632 1988</box>
article-paragraph: John Fry Kitching, as agent for Joseph Clarke, applied for 640 acres of land at Moa Flat, under the Agricultural Leases Regulations. Mr. G. Ireland objected to the granting of same on the part of residents at Ettrick, some of the land applied for having been set apart for recreation purposes. Mr. Kitching asked for an adjournment, which was granted for 14 days. <box>954 408 1102 514</box>
article-paragraph: The Clark Hill tunnel is now in 905 feet, and, according to calculation the reef should be struck when another 38 feet have been driven. <box>329 179 475 218</box>
section-rule <box>805 191 938 194</box>
article-paragraph: James Clelland applied for a lease of section 27, block II, and section 15, block III., Table Hill. Certificate was granted for section 15, block III.; Hugh M'Kerr, part of section 27, block II., on the west side of the main creek. <box>954 55 1102 122</box>
page-number: 5 <box>1097 6 1106 23</box>
column-1 <box>12 33 168 2377</box>
section-rule <box>809 1573 934 1574</box>
column-7 <box>950 33 1106 1810</box>
issue-date: Thursday, October 30, 1873. <box>12 7 185 23</box>
article-paragraph: After a long and desultory discussion as to whether Mr. Lawson should be sent for on Saturday or Monday, it was ultimately decided to send for him on Monday. This closed the proceedings. <box>485 1233 632 1291</box>
article-paragraph: It having been ascertained that Cr. Hay, who was a member of the Public Works Committee, had not signed the report just read, Cr. Armstrong asked Cr. Hay to state his objections to his signing the report. <box>642 319 788 377</box>
article-paragraph: A meeting of the Athenaeum Committee was held in the Library on the evening of Monday last. Present: Mr. Brown, President, and Messrs. Thompson, Abel, Ferguson, and Dr. Halley. The minutes of the previous meeting were read and confirmed. A letter was laid on the table addressed to G. J. Houghton, Esq., by the private secretary of the Hon. Mr. Carey, Minister of Lands for Victoria, acknowledging a request from J. C. Brown, Esq., for a copy of the map of Victoria for the Lawrence Athenaeum and Mining Institute. The letter stated that a copy of the map had been forwarded per Claude Hamilton as requested. The President undertook, on behalf of the Institution, to thank the Hon. Mr. Casey and Mr. Houghton for the map. The President stated that he had received some shells and specimens of Colonial timber for the Athenaeum from Dr. Hector, of the Colonial Museum. The Secretary was instructed to thank Dr. Hector for the same. An account from Mr. Humphreys for £2 10s. was passed for payment. A letter from the Town Clerk, with reference to a charge made by the Athenaeum Committee for the use of the hall as a polling booth during certain Municipal elections, was received. The Town Council declined to pay the amount charged on the ground that they were not entitled to do so, as the Athenaeum was exempted from rates. The Committee were of a different opinion, and passed the following resolution, moved by Mr. Abel, and seconded by Mr. Ferguson: "That the Town Clerk be informed that in future the use of the hall will not be given for Corporation purposes, unless payment be guaranteed by the Town Council; and the Athenaeum Committee will hold the Corporation liable for the amount of the account rendered to them." A statement of receipts and expenditure of the late concert, showing a credit balance of £5 5s., was read. The President presented to the the Museum some specimens of tobacco and cigars manufactured by natives of the North Island. This concluded the business of the meeting. <box>173 399 319 975</box>
article-paragraph: The lease applied for by Charles Forsyth for sections 20 and 21, block III., Table Hill, was granted, for the upper part of the sections—the lease to issue after <box>798 1771 944 1819</box>
article-paragraph: Alexander M'Nab's application for a residence area was refused. <box>954 236 1102 256</box>
article-paragraph: Cr. Mears volunteered an explanation. He said that he and the Town Clerk constituted themselves a deputation. They waited on the Government and asked that the Market Reserve should be handed over to the School Committee for a school site, the Council receiving in lieu another Market Reserve. <box>642 163 788 250</box>
article-paragraph: Cr. Mears objected to Cr. Hill dragging his name unnecessarily before the Council. <box>642 1021 788 1050</box>
section-rule <box>965 1141 1091 1142</box>
